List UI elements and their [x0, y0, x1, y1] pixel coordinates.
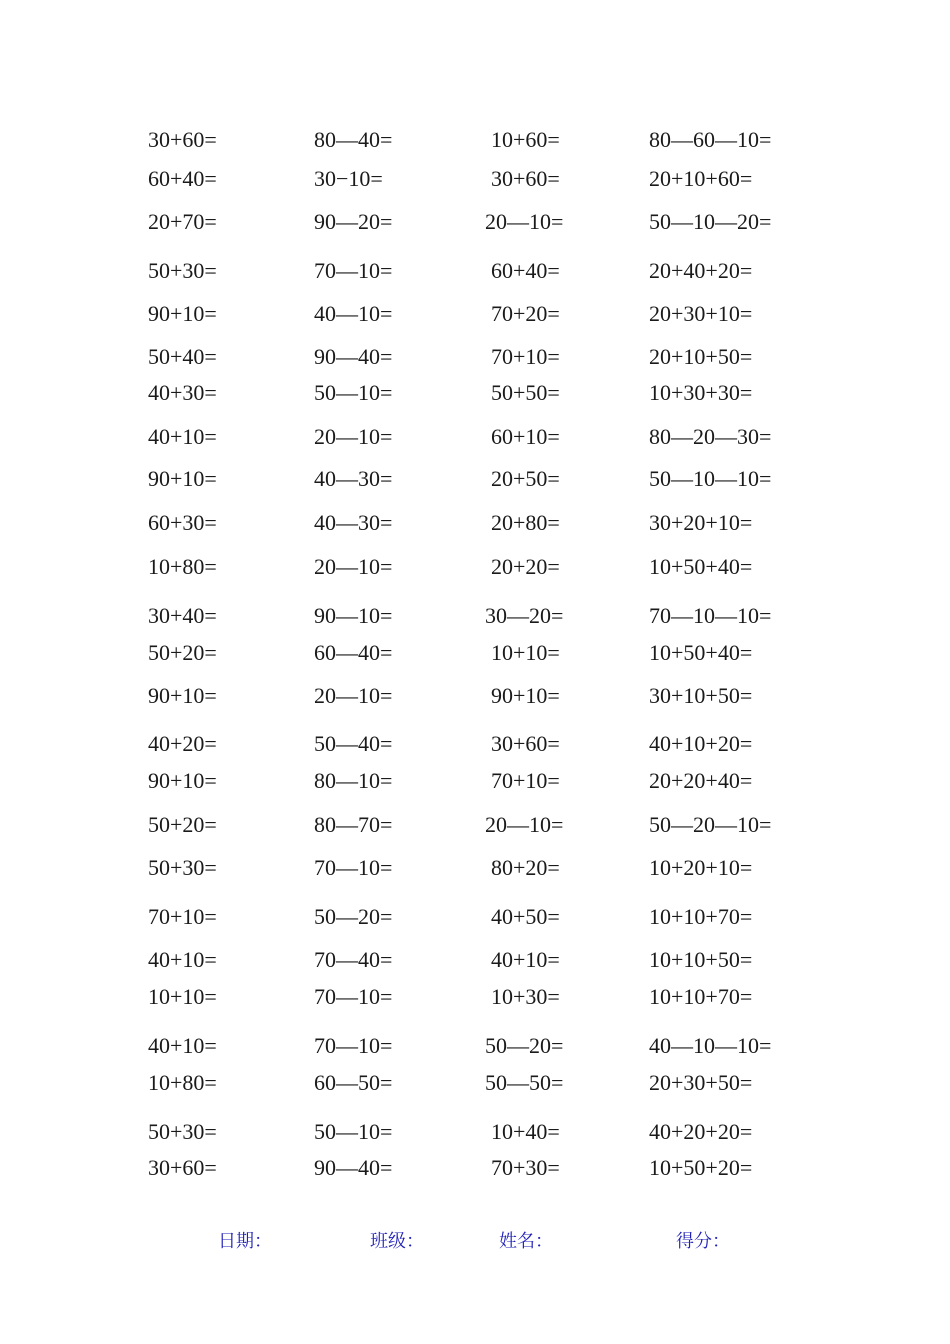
problem-r16-c4: 20+20+40= [649, 768, 753, 793]
problem-r8-c4: 80—20—30= [649, 424, 772, 449]
problem-r17-c4: 50—20—10= [649, 812, 772, 837]
problem-r3-c2: 90—20= [314, 209, 393, 234]
problem-r9-c1: 90+10= [148, 466, 217, 491]
problem-r3-c4: 50—10—20= [649, 209, 772, 234]
problem-r10-c3: 20+80= [491, 510, 560, 535]
problem-r14-c4: 30+10+50= [649, 683, 753, 708]
problem-r18-c3: 80+20= [491, 855, 560, 880]
problem-r1-c4: 80—60—10= [649, 127, 772, 152]
problem-r7-c2: 50—10= [314, 380, 393, 405]
problem-r18-c4: 10+20+10= [649, 855, 753, 880]
problem-r25-c2: 90—40= [314, 1155, 393, 1180]
problem-r16-c2: 80—10= [314, 768, 393, 793]
problem-r15-c4: 40+10+20= [649, 731, 753, 756]
problem-r13-c1: 50+20= [148, 640, 217, 665]
problem-r24-c1: 50+30= [148, 1119, 217, 1144]
problem-r11-c3: 20+20= [491, 554, 560, 579]
class-label: 班级： [370, 1231, 424, 1252]
problem-r6-c4: 20+10+50= [649, 344, 753, 369]
problem-r11-c2: 20—10= [314, 554, 393, 579]
problem-r21-c2: 70—10= [314, 984, 393, 1009]
problem-r8-c3: 60+10= [491, 424, 560, 449]
problem-r22-c1: 40+10= [148, 1033, 217, 1058]
problem-r22-c4: 40—10—10= [649, 1033, 772, 1058]
problem-r7-c4: 10+30+30= [649, 380, 753, 405]
problem-r25-c1: 30+60= [148, 1155, 217, 1180]
problem-r16-c3: 70+10= [491, 768, 560, 793]
problem-r9-c4: 50—10—10= [649, 466, 772, 491]
problem-r24-c2: 50—10= [314, 1119, 393, 1144]
problem-r23-c2: 60—50= [314, 1070, 393, 1095]
problem-r14-c1: 90+10= [148, 683, 217, 708]
problem-r11-c4: 10+50+40= [649, 554, 753, 579]
problem-r7-c3: 50+50= [491, 380, 560, 405]
problem-r19-c2: 50—20= [314, 904, 393, 929]
problem-r25-c4: 10+50+20= [649, 1155, 753, 1180]
problem-r8-c2: 20—10= [314, 424, 393, 449]
problem-r4-c1: 50+30= [148, 258, 217, 283]
problem-r11-c1: 10+80= [148, 554, 217, 579]
problem-r2-c4: 20+10+60= [649, 166, 753, 191]
problem-r9-c3: 20+50= [491, 466, 560, 491]
problem-r5-c4: 20+30+10= [649, 301, 753, 326]
problem-r17-c2: 80—70= [314, 812, 393, 837]
problem-r6-c3: 70+10= [491, 344, 560, 369]
problem-r23-c4: 20+30+50= [649, 1070, 753, 1095]
problem-r18-c2: 70—10= [314, 855, 393, 880]
problem-r19-c4: 10+10+70= [649, 904, 753, 929]
problem-r1-c3: 10+60= [491, 127, 560, 152]
problem-r15-c1: 40+20= [148, 731, 217, 756]
problem-r5-c2: 40—10= [314, 301, 393, 326]
problem-r7-c1: 40+30= [148, 380, 217, 405]
problem-r1-c2: 80—40= [314, 127, 393, 152]
problem-r14-c2: 20—10= [314, 683, 393, 708]
problem-r21-c4: 10+10+70= [649, 984, 753, 1009]
problem-r17-c1: 50+20= [148, 812, 217, 837]
problem-r17-c3: 20—10= [485, 812, 564, 837]
problem-r19-c1: 70+10= [148, 904, 217, 929]
problem-r10-c1: 60+30= [148, 510, 217, 535]
problem-r15-c2: 50—40= [314, 731, 393, 756]
problem-r22-c3: 50—20= [485, 1033, 564, 1058]
problem-r20-c3: 40+10= [491, 947, 560, 972]
problem-r4-c4: 20+40+20= [649, 258, 753, 283]
problem-r13-c2: 60—40= [314, 640, 393, 665]
problem-r2-c1: 60+40= [148, 166, 217, 191]
problem-r21-c1: 10+10= [148, 984, 217, 1009]
problem-r24-c3: 10+40= [491, 1119, 560, 1144]
problem-r3-c3: 20—10= [485, 209, 564, 234]
problem-r12-c3: 30—20= [485, 603, 564, 628]
problem-r14-c3: 90+10= [491, 683, 560, 708]
problem-r15-c3: 30+60= [491, 731, 560, 756]
problem-r4-c2: 70—10= [314, 258, 393, 283]
date-label: 日期： [218, 1231, 272, 1252]
problem-r5-c1: 90+10= [148, 301, 217, 326]
problem-r3-c1: 20+70= [148, 209, 217, 234]
problem-r1-c1: 30+60= [148, 127, 217, 152]
problem-r12-c1: 30+40= [148, 603, 217, 628]
problem-r9-c2: 40—30= [314, 466, 393, 491]
problem-r2-c3: 30+60= [491, 166, 560, 191]
problem-r20-c1: 40+10= [148, 947, 217, 972]
problem-r12-c4: 70—10—10= [649, 603, 772, 628]
problem-r4-c3: 60+40= [491, 258, 560, 283]
problem-r20-c2: 70—40= [314, 947, 393, 972]
problem-r6-c1: 50+40= [148, 344, 217, 369]
problem-r16-c1: 90+10= [148, 768, 217, 793]
problem-r24-c4: 40+20+20= [649, 1119, 753, 1144]
problem-r23-c1: 10+80= [148, 1070, 217, 1095]
score-label: 得分： [676, 1231, 730, 1252]
problem-r8-c1: 40+10= [148, 424, 217, 449]
problem-r5-c3: 70+20= [491, 301, 560, 326]
problem-r20-c4: 10+10+50= [649, 947, 753, 972]
problem-r21-c3: 10+30= [491, 984, 560, 1009]
problem-r2-c2: 30−10= [314, 166, 383, 191]
problem-r6-c2: 90—40= [314, 344, 393, 369]
problem-r22-c2: 70—10= [314, 1033, 393, 1058]
problem-r13-c3: 10+10= [491, 640, 560, 665]
problem-r10-c4: 30+20+10= [649, 510, 753, 535]
problem-r18-c1: 50+30= [148, 855, 217, 880]
problem-r10-c2: 40—30= [314, 510, 393, 535]
name-label: 姓名： [499, 1231, 553, 1252]
problem-r13-c4: 10+50+40= [649, 640, 753, 665]
problem-r12-c2: 90—10= [314, 603, 393, 628]
problem-r19-c3: 40+50= [491, 904, 560, 929]
problem-r25-c3: 70+30= [491, 1155, 560, 1180]
problem-r23-c3: 50—50= [485, 1070, 564, 1095]
